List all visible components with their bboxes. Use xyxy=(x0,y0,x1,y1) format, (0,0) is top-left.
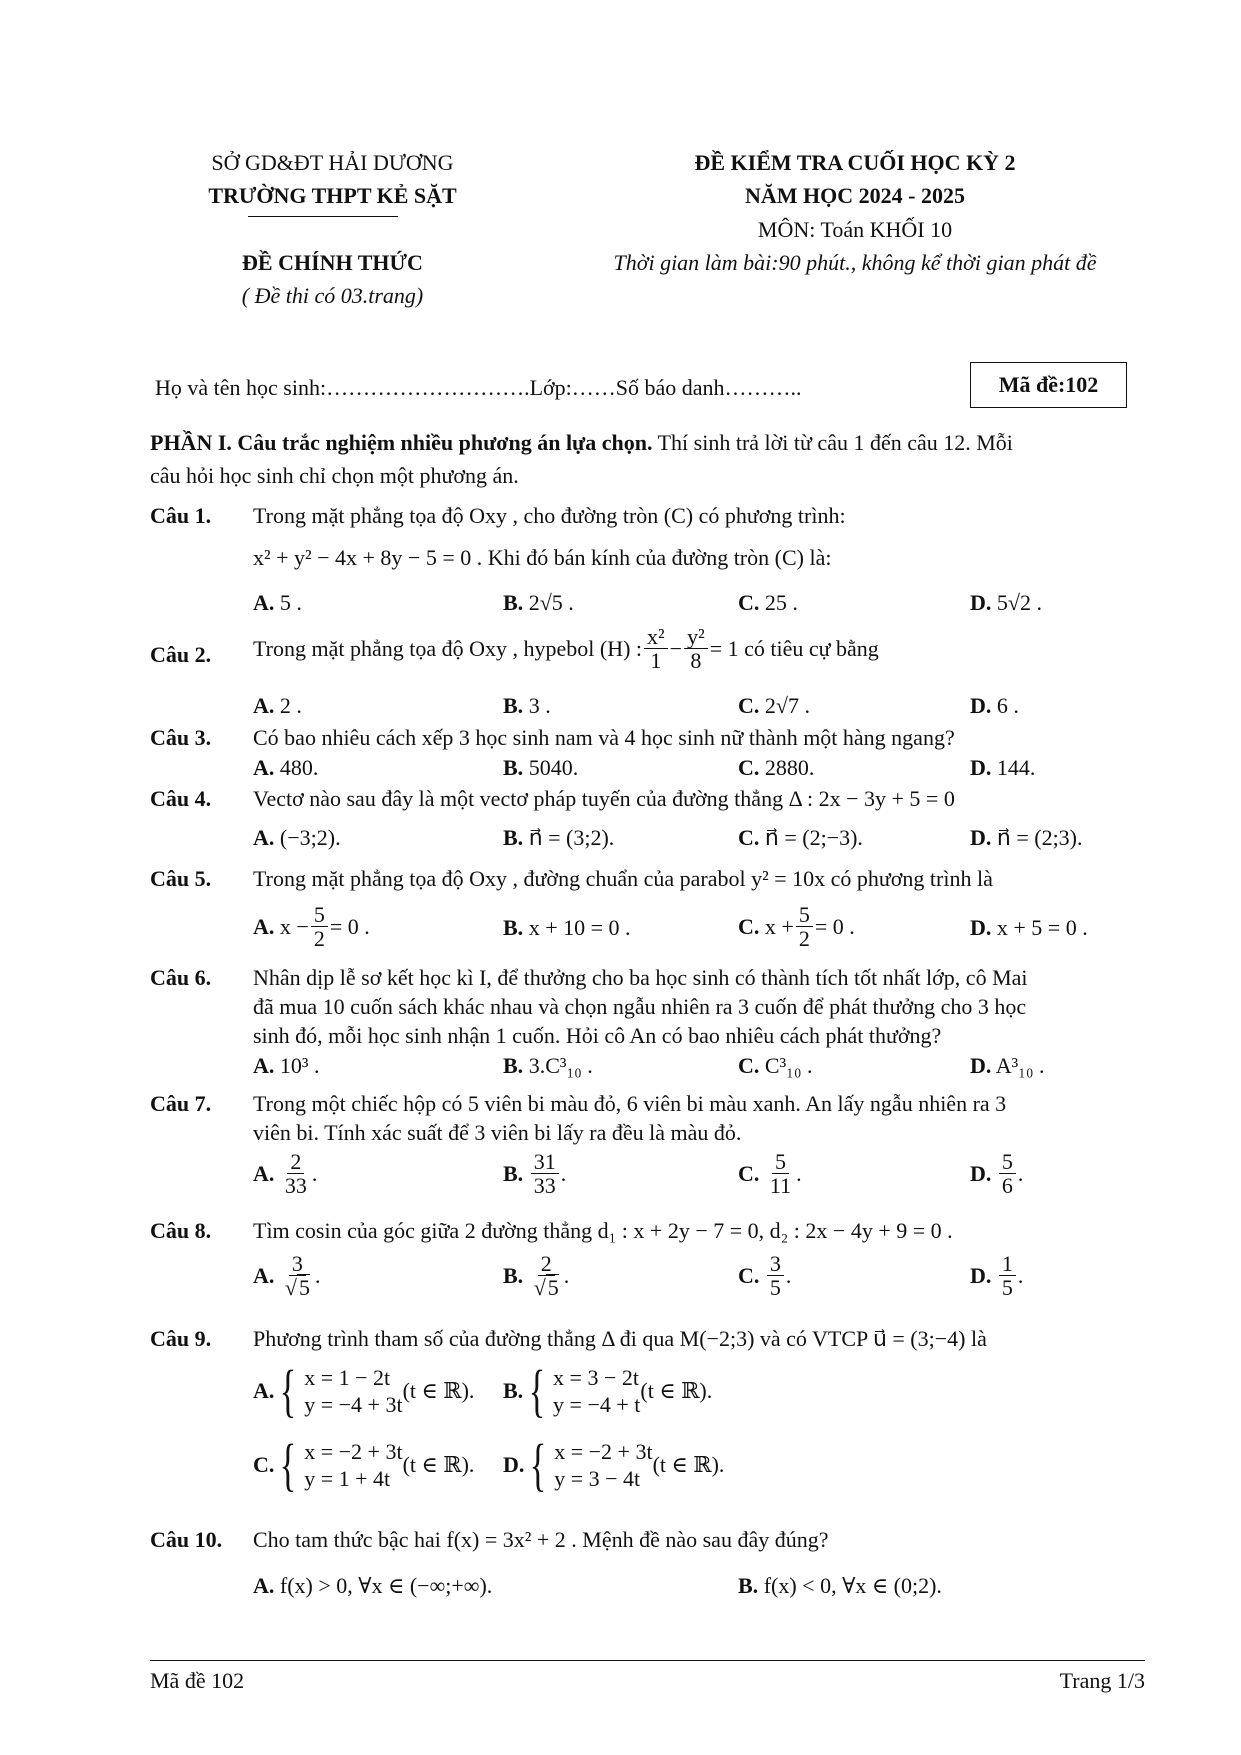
period: . xyxy=(796,1160,802,1186)
system-row: x = 3 − 2t xyxy=(553,1364,639,1390)
option-label: C. xyxy=(738,693,760,718)
system-row: x = −2 + 3t xyxy=(304,1438,403,1464)
option-label: C. xyxy=(738,1160,760,1186)
q1-option-b[interactable] xyxy=(503,590,574,616)
option-text: 5040. xyxy=(528,755,579,780)
option-label: B. xyxy=(503,693,524,718)
part1-title: PHẦN I. Câu trắc nghiệm nhiều phương án lựa chọn. xyxy=(150,430,653,455)
option-condition: (t ∈ ℝ). xyxy=(402,1378,475,1403)
q8-d-fraction xyxy=(999,1252,1016,1299)
option-label: D. xyxy=(970,693,992,718)
fraction-numerator: 1 xyxy=(999,1252,1016,1276)
exam-title: ĐỀ KIỂM TRA CUỐI HỌC KỲ 2 xyxy=(694,150,1016,175)
q3-option-b[interactable] xyxy=(503,755,578,781)
q7-a-fraction xyxy=(282,1150,310,1197)
q2-option-c[interactable] xyxy=(738,693,810,719)
option-label: B. xyxy=(503,1378,524,1403)
q5-option-a[interactable] xyxy=(253,903,370,950)
part1-instruction: Thí sinh trả lời từ câu 1 đến câu 12. Mỗi xyxy=(652,430,1013,455)
q9-option-b[interactable] xyxy=(503,1358,713,1423)
q3-option-d[interactable] xyxy=(970,755,1035,781)
q6-option-a[interactable] xyxy=(253,1053,320,1079)
q9-c-system xyxy=(274,1432,403,1497)
fraction-denominator: 6 xyxy=(1001,1173,1013,1199)
q2-text-post: = 1 có tiêu cự bằng xyxy=(709,635,879,661)
option-label: A. xyxy=(253,825,275,850)
option-text: 2880. xyxy=(764,755,815,780)
option-condition: (t ∈ ℝ). xyxy=(640,1378,713,1403)
q8-text: Tìm cosin của góc giữa 2 đường thẳng d₁ : x + 2y − 7 = 0, d₂ : 2x − 4y + 9 = 0 . xyxy=(253,1218,953,1243)
system-row: y = −4 + t xyxy=(553,1392,641,1417)
brace-icon: { xyxy=(279,1358,297,1423)
option-text: x − xyxy=(279,913,309,939)
option-label: B. xyxy=(738,1573,759,1598)
fraction-denominator: 2 xyxy=(313,926,325,952)
part1-heading xyxy=(150,430,1013,456)
q3-option-a[interactable] xyxy=(253,755,318,781)
dept-name: SỞ GD&ĐT HẢI DƯƠNG xyxy=(211,150,454,175)
option-text: f(x) < 0, ∀x ∈ (0;2). xyxy=(763,1573,942,1598)
option-text: 3.C³₁₀ . xyxy=(528,1053,593,1078)
option-label: D. xyxy=(970,590,992,615)
footer-page: Trang 1/3 xyxy=(1059,1668,1145,1693)
option-label: A. xyxy=(253,1053,275,1078)
option-text: 5 . xyxy=(279,590,302,615)
q5-a-fraction xyxy=(311,903,328,950)
option-label: D. xyxy=(970,755,992,780)
option-text: = 0 . xyxy=(329,913,370,939)
q10-option-a[interactable] xyxy=(253,1573,492,1599)
q9-a-system xyxy=(274,1358,403,1423)
q4-text: Vectơ nào sau đây là một vectơ pháp tuyến của đường thẳng Δ : 2x − 3y + 5 = 0 xyxy=(253,786,955,811)
q2-text xyxy=(253,625,879,672)
q5-text: Trong mặt phẳng tọa độ Oxy , đường chuẩn của parabol y² = 10x có phương trình là xyxy=(253,866,993,891)
q6-text-1: Nhân dịp lễ sơ kết học kì I, để thưởng cho ba học sinh có thành tích tốt nhất lớp, cô Mai xyxy=(253,965,1028,990)
option-label: D. xyxy=(970,915,992,940)
system-row: y = 3 − 4t xyxy=(554,1466,641,1491)
q10-number: Câu 10. xyxy=(150,1527,223,1552)
part1-instruction-2: câu hỏi học sinh chỉ chọn một phương án. xyxy=(150,463,519,488)
official-label: ĐỀ CHÍNH THỨC xyxy=(242,250,423,275)
fraction-numerator: 2 xyxy=(287,1150,304,1174)
header-underline xyxy=(248,216,398,217)
fraction-denominator: 5 xyxy=(1001,1275,1013,1301)
option-text: 3 . xyxy=(528,693,551,718)
option-condition: (t ∈ ℝ). xyxy=(402,1452,475,1477)
q5-option-b[interactable] xyxy=(503,915,631,941)
footer-rule xyxy=(150,1660,1145,1661)
option-text: f(x) > 0, ∀x ∈ (−∞;+∞). xyxy=(279,1573,493,1598)
option-label: A. xyxy=(253,1573,275,1598)
option-text: = 0 . xyxy=(814,913,855,939)
fraction-numerator: 5 xyxy=(311,903,328,927)
q8-option-b[interactable] xyxy=(503,1252,569,1299)
q4-option-a[interactable] xyxy=(253,825,341,851)
student-info-line: Họ và tên học sinh:……………………….Lớp:……Số báo danh……….. xyxy=(155,375,802,400)
q8-option-a[interactable] xyxy=(253,1252,320,1299)
q1-text-2: x² + y² − 4x + 8y − 5 = 0 . Khi đó bán kính của đường tròn (C) là: xyxy=(253,545,832,570)
q6-option-d[interactable] xyxy=(970,1053,1045,1079)
option-label: C. xyxy=(738,590,760,615)
option-text: 2 . xyxy=(279,693,302,718)
fraction-numerator: 5 xyxy=(772,1150,789,1174)
q4-option-c[interactable] xyxy=(738,825,863,851)
q8-b-fraction xyxy=(531,1252,562,1299)
q7-option-d[interactable] xyxy=(970,1150,1023,1197)
q4-number: Câu 4. xyxy=(150,786,212,811)
q2-option-a[interactable] xyxy=(253,693,302,719)
q8-option-c[interactable] xyxy=(738,1252,791,1299)
q5-option-c[interactable] xyxy=(738,903,855,950)
q7-option-b[interactable] xyxy=(503,1150,566,1197)
system-row: x = −2 + 3t xyxy=(554,1438,653,1464)
option-condition: (t ∈ ℝ). xyxy=(652,1452,725,1477)
fraction-numerator: 3 xyxy=(289,1252,306,1276)
fraction-denominator: √5 xyxy=(533,1275,559,1301)
period: . xyxy=(785,1262,792,1288)
q3-text: Có bao nhiêu cách xếp 3 học sinh nam và 4 học sinh nữ thành một hàng ngang? xyxy=(253,725,955,750)
option-label: C. xyxy=(738,913,760,939)
fraction-denominator: 33 xyxy=(284,1173,307,1199)
q2-option-d[interactable] xyxy=(970,693,1019,719)
minus-sign: − xyxy=(669,635,683,661)
fraction-numerator: 5 xyxy=(999,1150,1016,1174)
q3-number: Câu 3. xyxy=(150,725,212,750)
q7-b-fraction xyxy=(531,1150,559,1197)
option-label: B. xyxy=(503,590,524,615)
q7-number: Câu 7. xyxy=(150,1091,212,1116)
q2-text-pre: Trong mặt phẳng tọa độ Oxy , hypebol (H) : xyxy=(253,635,643,661)
fraction-numerator: y² xyxy=(684,625,708,649)
q7-option-c[interactable] xyxy=(738,1150,802,1197)
q1-number: Câu 1. xyxy=(150,503,212,528)
option-label: B. xyxy=(503,915,524,940)
q1-option-d[interactable] xyxy=(970,590,1042,616)
option-label: B. xyxy=(503,1262,524,1288)
option-text: x + 5 = 0 . xyxy=(996,915,1088,940)
q8-c-fraction xyxy=(767,1252,784,1299)
option-label: B. xyxy=(503,825,524,850)
q9-option-c[interactable] xyxy=(253,1432,475,1497)
sqrt-radicand: 5 xyxy=(298,1275,310,1301)
q1-text-1: Trong mặt phẳng tọa độ Oxy , cho đường tròn (C) có phương trình: xyxy=(253,503,846,528)
option-text: 25 . xyxy=(764,590,798,615)
fraction-numerator: 2 xyxy=(538,1252,555,1276)
option-text: (−3;2). xyxy=(279,825,341,850)
option-label: C. xyxy=(738,1262,760,1288)
q9-text: Phương trình tham số của đường thẳng Δ đi qua M(−2;3) và có VTCP u⃗ = (3;−4) là xyxy=(253,1326,987,1351)
option-label: C. xyxy=(738,825,760,850)
option-label: C. xyxy=(738,755,760,780)
option-label: A. xyxy=(253,1262,275,1288)
sqrt-radicand: 5 xyxy=(547,1275,559,1301)
fraction-numerator: 5 xyxy=(796,903,813,927)
footer-code: Mã đề 102 xyxy=(150,1668,245,1693)
option-label: B. xyxy=(503,755,524,780)
option-text: 10³ . xyxy=(279,1053,320,1078)
period: . xyxy=(314,1262,321,1288)
option-text: 2√5 . xyxy=(528,590,574,615)
option-text: 2√7 . xyxy=(764,693,810,718)
period: . xyxy=(311,1160,318,1186)
option-text: 480. xyxy=(279,755,319,780)
q5-c-fraction xyxy=(796,903,813,950)
exam-code-box: Mã đề:102 xyxy=(970,362,1127,408)
option-label: D. xyxy=(970,1053,992,1078)
q8-a-fraction xyxy=(282,1252,313,1299)
option-text: 5√2 . xyxy=(996,590,1042,615)
fraction-numerator: 3 xyxy=(767,1252,784,1276)
option-label: C. xyxy=(253,1452,275,1477)
q2-fraction-x xyxy=(644,625,668,672)
q2-fraction-y xyxy=(684,625,708,672)
q7-text-2: viên bi. Tính xác suất để 3 viên bi lấy ra đều là màu đỏ. xyxy=(253,1120,742,1145)
fraction-denominator: 33 xyxy=(533,1173,556,1199)
q9-d-system xyxy=(524,1432,653,1497)
option-text: n⃗ = (2;−3). xyxy=(764,825,863,850)
exam-year: NĂM HỌC 2024 - 2025 xyxy=(745,183,965,208)
option-label: A. xyxy=(253,1378,275,1403)
pages-note: ( Đề thi có 03.trang) xyxy=(241,283,424,308)
q7-d-fraction xyxy=(999,1150,1016,1197)
option-text: A³₁₀ . xyxy=(995,1053,1045,1078)
q6-option-c[interactable] xyxy=(738,1053,813,1079)
option-label: A. xyxy=(253,755,275,780)
q2-option-b[interactable] xyxy=(503,693,551,719)
option-label: A. xyxy=(253,1160,275,1186)
fraction-numerator: 31 xyxy=(531,1150,559,1174)
school-name: TRƯỜNG THPT KẺ SẶT xyxy=(208,183,457,208)
q9-option-d[interactable] xyxy=(503,1432,725,1497)
q1-option-c[interactable] xyxy=(738,590,798,616)
option-label: C. xyxy=(738,1053,760,1078)
period: . xyxy=(560,1160,567,1186)
q4-option-d[interactable] xyxy=(970,825,1083,851)
fraction-denominator: 8 xyxy=(690,648,702,674)
exam-time: Thời gian làm bài:90 phút., không kể thời gian phát đề xyxy=(613,250,1097,275)
q2-number: Câu 2. xyxy=(150,642,212,667)
option-label: B. xyxy=(503,1160,524,1186)
option-text: x + 10 = 0 . xyxy=(528,915,631,940)
system-row: x = 1 − 2t xyxy=(304,1364,391,1390)
q7-option-a[interactable] xyxy=(253,1150,317,1197)
q8-number: Câu 8. xyxy=(150,1218,212,1243)
option-text: n⃗ = (2;3). xyxy=(996,825,1083,850)
brace-icon: { xyxy=(279,1432,297,1497)
option-label: D. xyxy=(970,1262,992,1288)
option-label: D. xyxy=(970,1160,992,1186)
q9-b-system xyxy=(523,1358,641,1423)
fraction-denominator: 1 xyxy=(650,648,662,674)
option-text: x + xyxy=(764,913,794,939)
q5-number: Câu 5. xyxy=(150,866,212,891)
q1-option-a[interactable] xyxy=(253,590,302,616)
q10-text: Cho tam thức bậc hai f(x) = 3x² + 2 . Mệnh đề nào sau đây đúng? xyxy=(253,1527,829,1552)
q9-option-a[interactable] xyxy=(253,1358,475,1423)
fraction-denominator: √5 xyxy=(284,1275,310,1301)
q7-text-1: Trong một chiếc hộp có 5 viên bi màu đỏ, 6 viên bi màu xanh. An lấy ngẫu nhiên ra 3 xyxy=(253,1091,1007,1116)
fraction-denominator: 2 xyxy=(798,926,810,952)
q10-option-b[interactable] xyxy=(738,1573,942,1599)
period: . xyxy=(1017,1262,1024,1288)
option-text: 6 . xyxy=(996,693,1019,718)
option-text: 144. xyxy=(996,755,1036,780)
exam-subject: MÔN: Toán KHỐI 10 xyxy=(757,217,953,242)
q8-option-d[interactable] xyxy=(970,1252,1023,1299)
q3-option-c[interactable] xyxy=(738,755,814,781)
option-label: D. xyxy=(970,825,992,850)
brace-icon: { xyxy=(529,1432,547,1497)
fraction-denominator: 11 xyxy=(769,1173,792,1199)
option-label: A. xyxy=(253,590,275,615)
system-row: y = −4 + 3t xyxy=(304,1392,403,1417)
q6-text-3: sinh đó, mỗi học sinh nhận 1 cuốn. Hỏi cô An có bao nhiêu cách phát thưởng? xyxy=(253,1023,942,1048)
q6-option-b[interactable] xyxy=(503,1053,593,1079)
system-row: y = 1 + 4t xyxy=(304,1466,391,1491)
q6-number: Câu 6. xyxy=(150,965,212,990)
option-label: A. xyxy=(253,913,275,939)
period: . xyxy=(1017,1160,1024,1186)
q5-option-d[interactable] xyxy=(970,915,1088,941)
option-label: D. xyxy=(503,1452,525,1477)
option-text: C³₁₀ . xyxy=(764,1053,813,1078)
option-label: B. xyxy=(503,1053,524,1078)
q4-option-b[interactable] xyxy=(503,825,614,851)
fraction-denominator: 5 xyxy=(769,1275,781,1301)
brace-icon: { xyxy=(528,1358,546,1423)
period: . xyxy=(563,1262,570,1288)
q9-number: Câu 9. xyxy=(150,1326,212,1351)
option-label: A. xyxy=(253,693,275,718)
fraction-numerator: x² xyxy=(644,625,668,649)
q6-text-2: đã mua 10 cuốn sách khác nhau và chọn ngẫu nhiên ra 3 cuốn để phát thưởng cho 3 học xyxy=(253,994,1027,1019)
option-text: n⃗ = (3;2). xyxy=(528,825,615,850)
q7-c-fraction xyxy=(767,1150,794,1197)
